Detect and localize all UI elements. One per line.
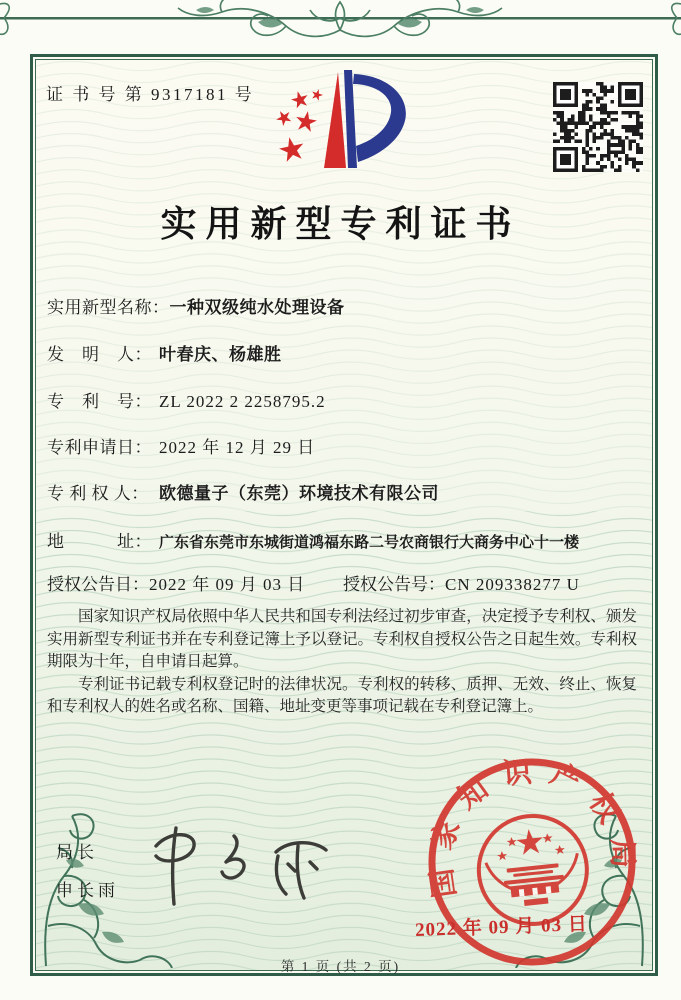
field-label: 实用新型名称： xyxy=(47,298,170,317)
qr-code-icon xyxy=(553,82,643,172)
cnipa-seal-icon xyxy=(413,743,650,980)
field-label: 专 利 号： xyxy=(47,392,152,411)
seal-text: 国家知识产权局 xyxy=(424,755,639,900)
qr-finder-bottom-left xyxy=(553,147,578,172)
qr-finder-top-right xyxy=(618,82,643,107)
qr-finder-top-left xyxy=(553,82,578,107)
grant-date-label: 授权公告日： xyxy=(47,575,149,594)
cnipa-logo-icon xyxy=(262,60,417,178)
grant-number xyxy=(343,570,580,595)
field-row-filing-date xyxy=(47,433,315,458)
field-row-address xyxy=(47,527,579,552)
handwritten-signature-icon xyxy=(138,816,368,912)
field-row-inventors xyxy=(47,340,282,365)
legal-text xyxy=(47,606,637,719)
field-value: 叶春庆、杨雄胜 xyxy=(159,345,282,364)
field-row-invention-name xyxy=(47,293,345,318)
commissioner-name: 申长雨 xyxy=(56,881,119,900)
grant-date xyxy=(47,575,305,594)
certificate-number: 证 书 号 第 9317181 号 xyxy=(46,85,255,104)
grant-number-value: CN 209338277 U xyxy=(445,575,580,594)
field-label: 地 址： xyxy=(47,532,152,551)
grant-date-value: 2022 年 09 月 03 日 xyxy=(149,575,306,594)
field-label: 专利申请日： xyxy=(47,438,152,457)
grant-number-label: 授权公告号： xyxy=(343,575,445,594)
field-value: ZL 2022 2 2258795.2 xyxy=(159,392,326,411)
field-label: 发 明 人： xyxy=(47,345,152,364)
field-row-patentee xyxy=(47,479,439,504)
field-row-patent-number xyxy=(47,387,326,412)
body-paragraph-1: 国家知识产权局依照中华人民共和国专利法经过初步审查，决定授予专利权、颁发实用新型专利证书并在专利登记簿上予以登记。专利权自授权公告之日起生效。专利权期限为十年，自申请日起算。 xyxy=(47,608,637,670)
seal-date: 2022 年 09 月 03 日 xyxy=(414,913,589,942)
field-value: 一种双级纯水处理设备 xyxy=(169,298,345,317)
field-value: 2022 年 12 月 29 日 xyxy=(159,438,316,457)
page-number-footer: 第 1 页 (共 2 页) xyxy=(280,959,401,974)
certificate-title: 实用新型专利证书 xyxy=(160,204,521,244)
body-paragraph-2: 专利证书记载专利权登记时的法律状况。专利权的转移、质押、无效、终止、恢复和专利权人的姓名或名称、国籍、地址变更等事项记载在专利登记簿上。 xyxy=(47,675,637,715)
grant-row xyxy=(47,570,580,595)
field-value: 欧德量子（东莞）环境技术有限公司 xyxy=(159,484,439,503)
field-label: 专 利 权 人： xyxy=(47,484,149,503)
commissioner-title: 局长 xyxy=(56,843,98,862)
field-value: 广东省东莞市东城街道鸿福东路二号农商银行大商务中心十一楼 xyxy=(159,534,580,551)
